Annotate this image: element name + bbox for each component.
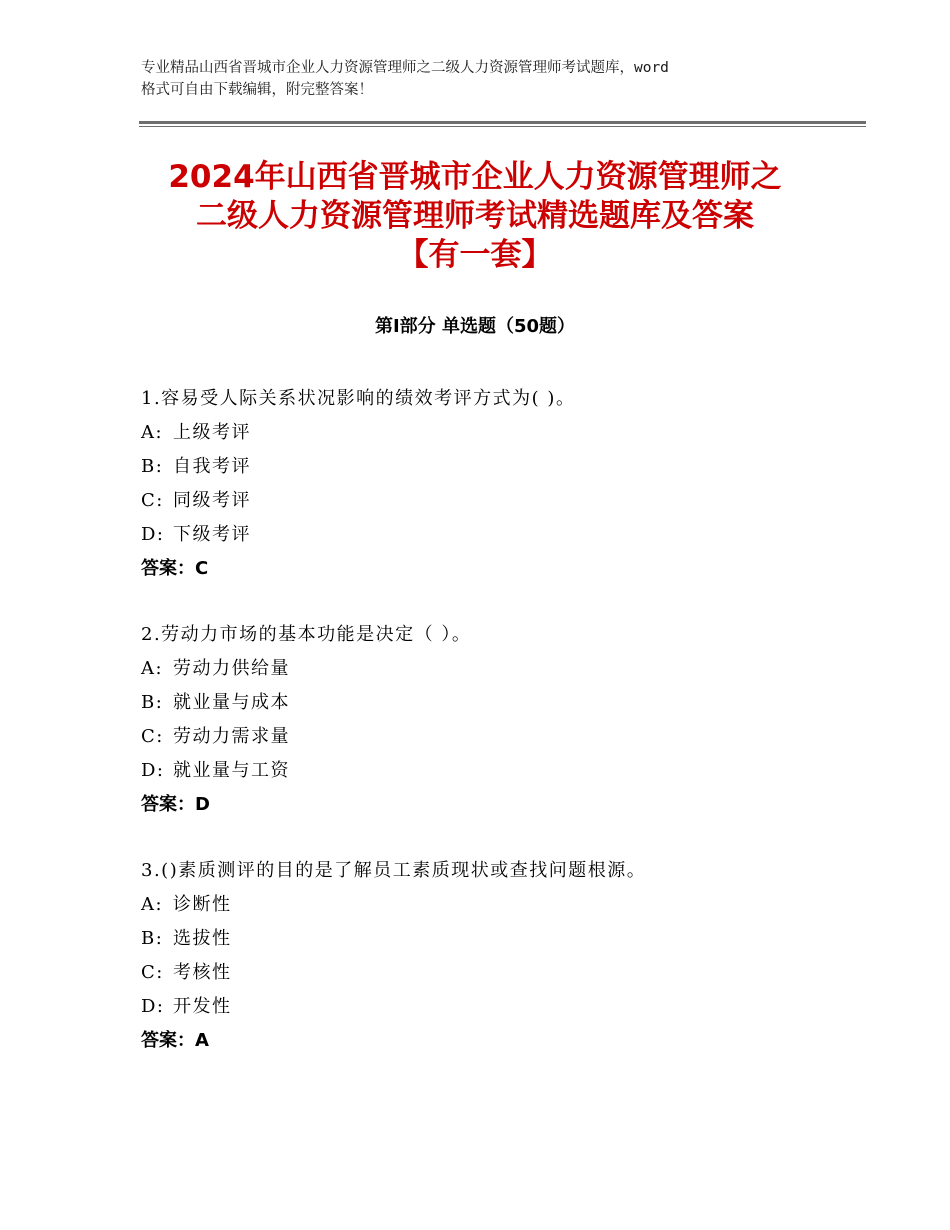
- option-letter: B:: [141, 692, 164, 713]
- header-divider-thin: [139, 126, 866, 127]
- question-2: [141, 618, 861, 822]
- option-b: [141, 922, 861, 956]
- option-letter: A:: [141, 658, 164, 679]
- option-letter: B:: [141, 928, 164, 949]
- answer-line: 答案：A: [141, 1030, 209, 1051]
- option-b: [141, 450, 861, 484]
- option-letter: B:: [141, 456, 164, 477]
- question-stem: 3.()素质测评的目的是了解员工素质现状或查找问题根源。: [141, 860, 647, 881]
- question-stem: 1.容易受人际关系状况影响的绩效考评方式为( )。: [141, 388, 576, 409]
- header-note-line-2: 格式可自由下载编辑，附完整答案！: [141, 82, 373, 98]
- option-letter: C:: [141, 726, 164, 747]
- header-note-line-1: 专业精品山西省晋城市企业人力资源管理师之二级人力资源管理师考试题库，word: [141, 60, 669, 76]
- option-text: 就业量与工资: [173, 760, 290, 781]
- option-d: [141, 518, 861, 552]
- option-text: 同级考评: [173, 490, 251, 511]
- question-1: [141, 382, 861, 586]
- document-title-line-3: 【有一套】: [397, 237, 553, 273]
- question-stem: 2.劳动力市场的基本功能是决定（ ）。: [141, 624, 472, 645]
- option-letter: D:: [141, 996, 165, 1017]
- document-title-line-1: 2024年山西省晋城市企业人力资源管理师之: [168, 159, 782, 195]
- option-c: [141, 484, 861, 518]
- option-text: 劳动力供给量: [173, 658, 290, 679]
- question-list: [141, 382, 861, 1090]
- document-title: [80, 158, 870, 275]
- header-divider-thick: [139, 121, 866, 124]
- option-text: 上级考评: [173, 422, 251, 443]
- option-c: [141, 956, 861, 990]
- option-letter: D:: [141, 760, 165, 781]
- answer-line: 答案：D: [141, 794, 210, 815]
- document-title-line-2: 二级人力资源管理师考试精选题库及答案: [196, 198, 754, 234]
- option-letter: C:: [141, 490, 164, 511]
- option-a: [141, 416, 861, 450]
- option-text: 选拔性: [173, 928, 232, 949]
- option-c: [141, 720, 861, 754]
- option-text: 自我考评: [173, 456, 251, 477]
- option-text: 就业量与成本: [173, 692, 290, 713]
- question-3: [141, 854, 861, 1058]
- option-a: [141, 652, 861, 686]
- option-text: 下级考评: [173, 524, 251, 545]
- option-d: [141, 754, 861, 788]
- option-text: 考核性: [173, 962, 232, 983]
- option-text: 开发性: [173, 996, 232, 1017]
- option-d: [141, 990, 861, 1024]
- option-letter: D:: [141, 524, 165, 545]
- section-heading: 第Ⅰ部分 单选题（50题）: [374, 316, 575, 337]
- option-letter: C:: [141, 962, 164, 983]
- option-a: [141, 888, 861, 922]
- option-text: 劳动力需求量: [173, 726, 290, 747]
- header-note: [141, 57, 841, 101]
- option-b: [141, 686, 861, 720]
- option-text: 诊断性: [173, 894, 232, 915]
- option-letter: A:: [141, 422, 164, 443]
- option-letter: A:: [141, 894, 164, 915]
- answer-line: 答案：C: [141, 558, 209, 579]
